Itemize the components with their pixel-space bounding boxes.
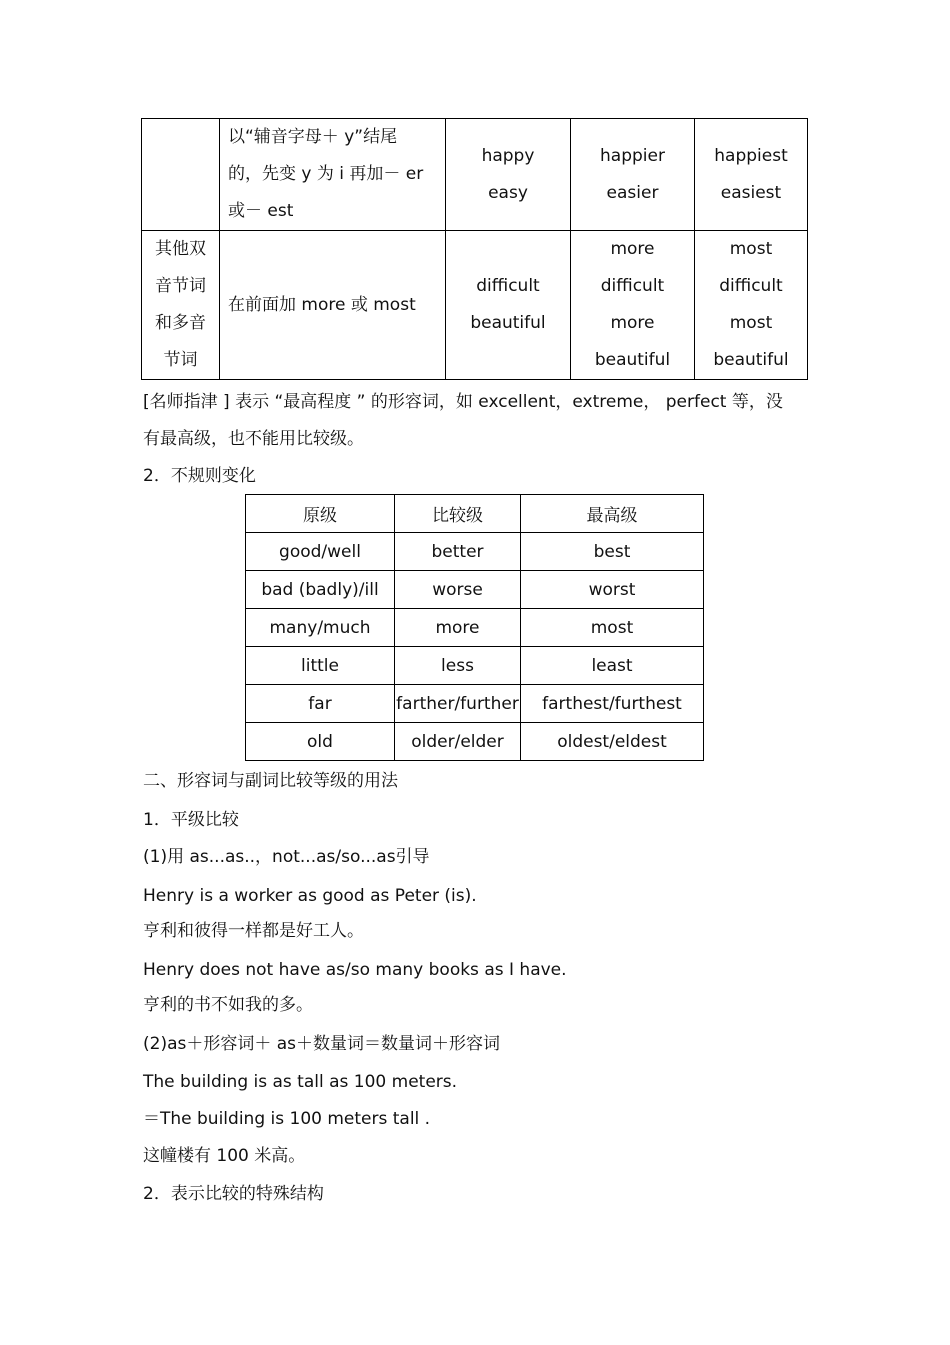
category-cell bbox=[142, 231, 220, 380]
original-cell-line: happy bbox=[481, 145, 535, 166]
example-3-english: The building is as tall as 100 meters. bbox=[143, 1072, 458, 1092]
section-2-title: 二、形容词与副词比较等级的用法 bbox=[143, 771, 398, 791]
rule-cell-line: 的，先变 y 为 i 再加－ er bbox=[228, 164, 424, 184]
original-form-cell: bad (badly)/ill bbox=[246, 571, 395, 609]
header-comparative: 比较级 bbox=[395, 495, 521, 533]
comparative-cell-line: more bbox=[610, 313, 655, 333]
comparative-form-cell: worse bbox=[395, 571, 521, 609]
original-form-cell: little bbox=[246, 647, 395, 685]
table-row bbox=[142, 231, 808, 380]
comparative-form-cell: more bbox=[395, 609, 521, 647]
irregular-comparison-table bbox=[245, 494, 704, 761]
superlative-form-cell: worst bbox=[521, 571, 704, 609]
original-form-cell: many/much bbox=[246, 609, 395, 647]
original-form-cell: far bbox=[246, 685, 395, 723]
superlative-form-cell: oldest/eldest bbox=[521, 723, 704, 761]
comparative-cell-line: beautiful bbox=[594, 350, 671, 370]
category-cell-line: 其他双 bbox=[155, 239, 206, 259]
irregular-heading: 2．不规则变化 bbox=[143, 466, 256, 486]
comparative-form-cell: less bbox=[395, 647, 521, 685]
category-cell-line: 音节词 bbox=[155, 276, 206, 296]
original-form-cell: old bbox=[246, 723, 395, 761]
comparative-cell-line: happier bbox=[600, 145, 665, 166]
comparative-form-cell: better bbox=[395, 533, 521, 571]
superlative-cell-line: beautiful bbox=[713, 350, 789, 370]
original-cell bbox=[446, 119, 571, 231]
original-form-cell: good/well bbox=[246, 533, 395, 571]
table-row bbox=[246, 571, 704, 609]
rule-cell-line: 以“辅音字母＋ y”结尾 bbox=[228, 127, 398, 147]
teacher-note-line-2: 有最高级，也不能用比较级。 bbox=[143, 429, 364, 449]
original-cell-line: easy bbox=[488, 182, 528, 203]
sub-1-title: 1．平级比较 bbox=[143, 810, 239, 830]
comparative-cell bbox=[571, 119, 695, 231]
original-cell bbox=[446, 231, 571, 380]
superlative-cell bbox=[695, 119, 808, 231]
rule-cell bbox=[220, 231, 446, 380]
item-2-title: (2)as＋形容词＋ as＋数量词＝数量词＋形容词 bbox=[143, 1034, 501, 1054]
table-row bbox=[246, 647, 704, 685]
superlative-form-cell: most bbox=[521, 609, 704, 647]
superlative-form-cell: best bbox=[521, 533, 704, 571]
superlative-cell-line: easiest bbox=[720, 182, 782, 203]
rule-cell bbox=[220, 119, 446, 231]
example-1-chinese: 亨利和彼得一样都是好工人。 bbox=[143, 921, 364, 941]
teacher-note-line-1: [名师指津 ] 表示 “最高程度 ” 的形容词，如 excellent，extreme， perfect 等，没 bbox=[143, 392, 783, 412]
example-3-chinese: 这幢楼有 100 米高。 bbox=[143, 1146, 306, 1166]
category-cell-line: 和多音 bbox=[155, 313, 206, 333]
rule-cell-line: 或－ est bbox=[228, 201, 294, 221]
example-1-english: Henry is a worker as good as Peter (is). bbox=[143, 886, 477, 906]
superlative-form-cell: farthest/furthest bbox=[521, 685, 704, 723]
sub-2-title: 2．表示比较的特殊结构 bbox=[143, 1184, 324, 1204]
header-original: 原级 bbox=[246, 495, 395, 533]
example-2-chinese: 亨利的书不如我的多。 bbox=[143, 995, 313, 1015]
category-cell bbox=[142, 119, 220, 231]
category-cell-line: 节词 bbox=[163, 350, 198, 370]
superlative-cell bbox=[695, 231, 808, 380]
superlative-cell-line: difficult bbox=[719, 276, 783, 296]
superlative-cell-line: most bbox=[729, 313, 773, 333]
rule-cell-line: 在前面加 more 或 most bbox=[228, 294, 416, 315]
comparative-cell-line: easier bbox=[606, 182, 659, 203]
comparative-cell bbox=[571, 231, 695, 380]
header-superlative: 最高级 bbox=[521, 495, 704, 533]
adjective-rule-table bbox=[141, 118, 808, 380]
example-3-alternative: ＝The building is 100 meters tall . bbox=[143, 1109, 431, 1129]
original-cell-line: beautiful bbox=[470, 313, 546, 333]
comparative-cell-line: difficult bbox=[600, 276, 665, 296]
table-row bbox=[246, 685, 704, 723]
superlative-form-cell: least bbox=[521, 647, 704, 685]
table-row bbox=[142, 119, 808, 231]
superlative-cell-line: most bbox=[729, 239, 773, 259]
original-cell-line: difficult bbox=[476, 276, 540, 296]
example-2-english: Henry does not have as/so many books as I have. bbox=[143, 960, 567, 980]
table-row bbox=[246, 723, 704, 761]
comparative-form-cell: farther/further bbox=[395, 685, 521, 723]
item-1-title: (1)用 as...as..，not...as/so...as引导 bbox=[143, 847, 430, 867]
comparative-form-cell: older/elder bbox=[395, 723, 521, 761]
superlative-cell-line: happiest bbox=[714, 145, 788, 166]
table-row bbox=[246, 533, 704, 571]
table-row bbox=[246, 609, 704, 647]
comparative-cell-line: more bbox=[610, 239, 655, 259]
